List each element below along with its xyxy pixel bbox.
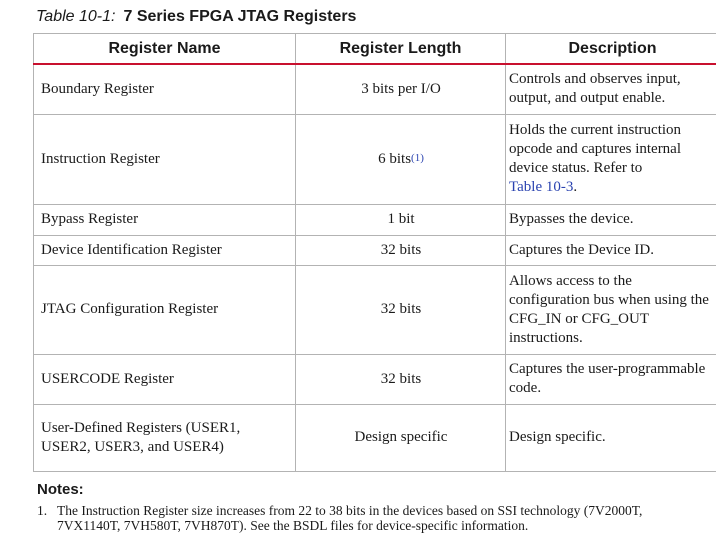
description-cell: Design specific. <box>506 404 716 471</box>
description-end: . <box>573 179 578 195</box>
description-cell <box>506 114 716 204</box>
notes-heading: Notes: <box>37 481 84 498</box>
note-number: 1. <box>37 503 48 518</box>
jtag-registers-table <box>33 33 716 472</box>
column-header-register-length: Register Length <box>296 34 506 65</box>
register-name-cell: Boundary Register <box>34 64 296 114</box>
register-name-cell: JTAG Configuration Register <box>34 265 296 354</box>
description-cell: Captures the user-programmable code. <box>506 354 716 404</box>
register-name-cell: USERCODE Register <box>34 354 296 404</box>
register-name-cell: Device Identification Register <box>34 235 296 265</box>
register-length-cell: 32 bits <box>296 354 506 404</box>
table-row <box>34 404 716 471</box>
table-row <box>34 114 716 204</box>
footnote-reference-link[interactable]: (1) <box>411 151 424 164</box>
note-text: The Instruction Register size increases from 22 to 38 bits in the devices based on SSI technology (7V2000T, 7VX1140T, 7VH580T, 7VH870T). See the BSDL files for device-specific information. <box>57 503 643 533</box>
table-10-3-link[interactable]: Table 10-3 <box>509 179 574 195</box>
description-cell: Captures the Device ID. <box>506 235 716 265</box>
column-header-register-name: Register Name <box>34 34 296 65</box>
description-cell: Controls and observes input, output, and output enable. <box>506 64 716 114</box>
register-name-cell: User-Defined Registers (USER1, USER2, USER3, and USER4) <box>34 404 296 471</box>
register-length-value: 6 bits <box>378 150 412 167</box>
register-length-cell <box>296 114 506 204</box>
register-name-cell: Bypass Register <box>34 204 296 235</box>
description-text: Holds the current instruction opcode and captures internal device status. Refer to <box>509 122 682 176</box>
table-row <box>34 64 716 114</box>
table-title: 7 Series FPGA JTAG Registers <box>123 8 357 25</box>
column-header-description: Description <box>506 34 716 65</box>
table-caption <box>36 6 356 28</box>
table-row <box>34 265 716 354</box>
table-row <box>34 354 716 404</box>
header-row <box>34 34 716 65</box>
table-row <box>34 204 716 235</box>
table-number: Table 10-1: <box>36 8 116 25</box>
register-name-cell: Instruction Register <box>34 114 296 204</box>
note-item <box>37 503 687 533</box>
register-length-cell: 32 bits <box>296 265 506 354</box>
table-row <box>34 235 716 265</box>
register-length-cell: 32 bits <box>296 235 506 265</box>
register-length-cell: Design specific <box>296 404 506 471</box>
description-cell: Allows access to the configuration bus when using the CFG_IN or CFG_OUT instructions. <box>506 265 716 354</box>
description-cell: Bypasses the device. <box>506 204 716 235</box>
register-length-cell: 3 bits per I/O <box>296 64 506 114</box>
register-length-cell: 1 bit <box>296 204 506 235</box>
